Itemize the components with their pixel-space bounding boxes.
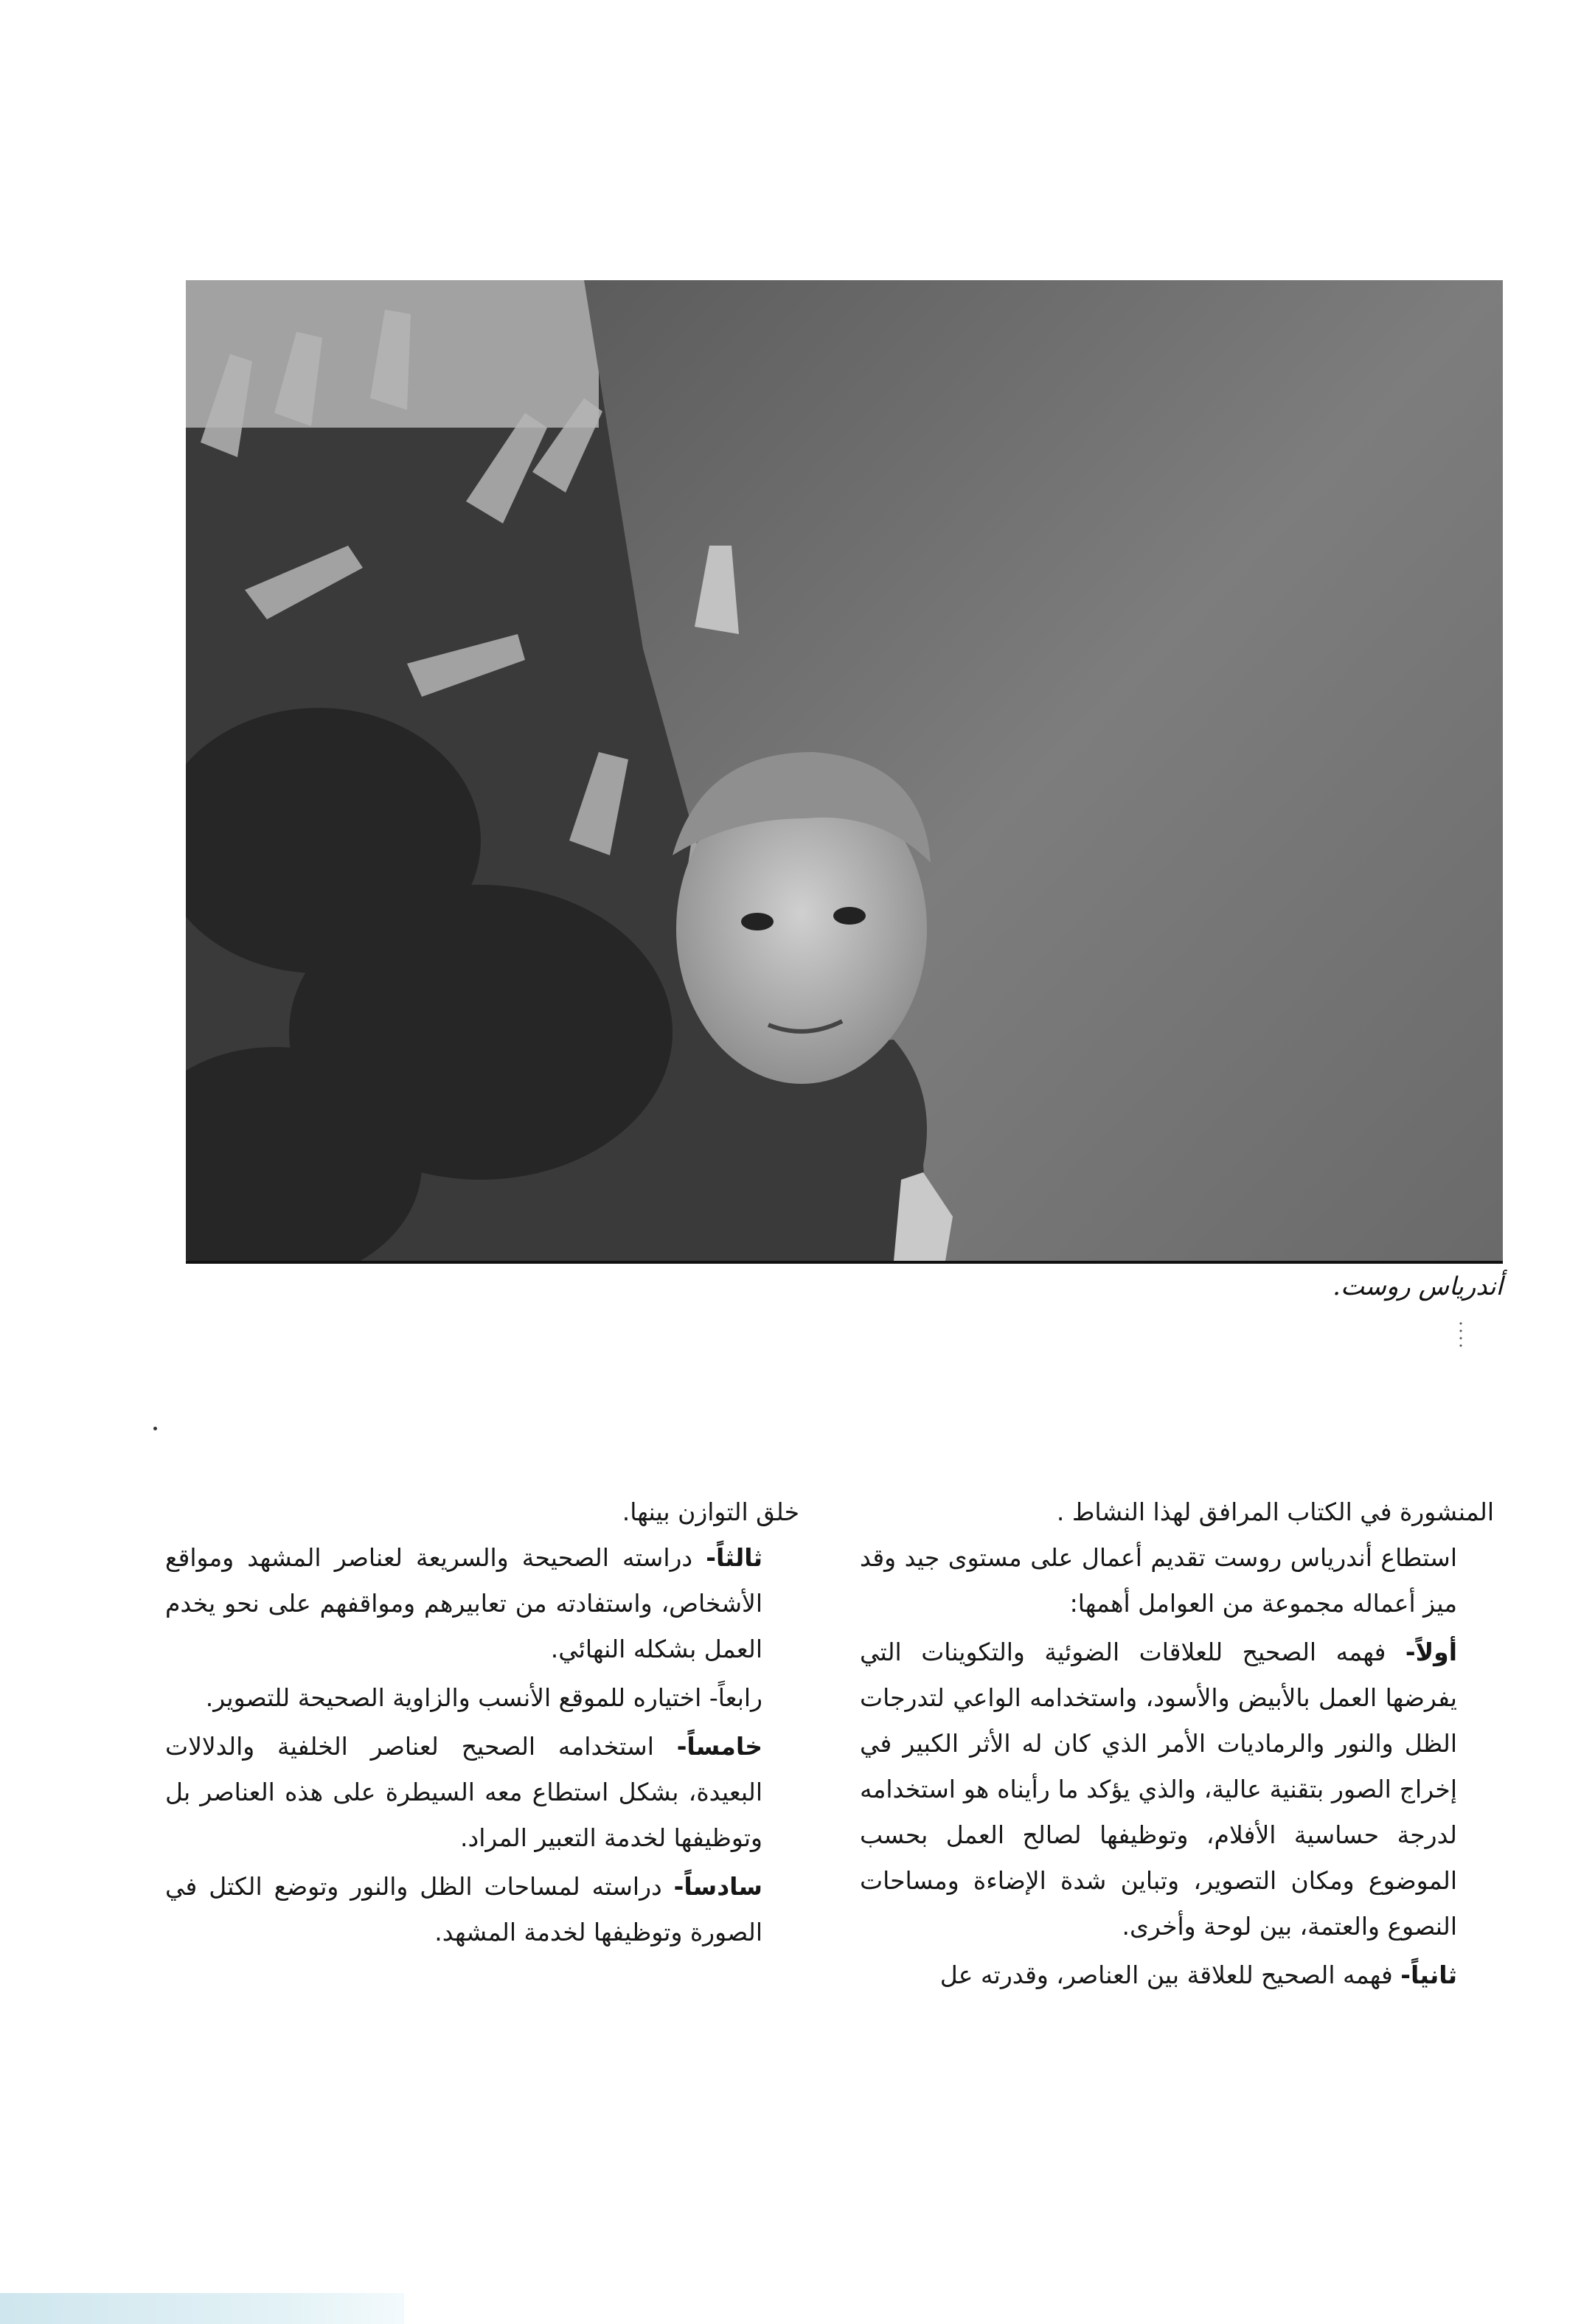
heading: خامساً-: [676, 1732, 762, 1761]
heading: سادساً-: [673, 1872, 762, 1901]
text-column-right: [860, 1489, 1494, 1998]
speck: [153, 1427, 157, 1430]
paragraph: [860, 1952, 1494, 1998]
paragraph: [165, 1535, 799, 1672]
photograph: [186, 280, 1503, 1264]
paragraph: خلق التوازن بينها.: [622, 1497, 799, 1526]
corner-color-strip: [0, 2293, 404, 2324]
heading: ثانياً-: [1400, 1961, 1457, 1989]
paragraph-text: دراسته الصحيحة والسريعة لعناصر المشهد ومواقع الأشخاص، واستفادته من تعابيرهم ومواقفهم على نحو يخدم العمل بشكله النهائي.: [165, 1543, 762, 1663]
paragraph: [165, 1864, 799, 1955]
heading: ثالثاً-: [706, 1543, 762, 1572]
paragraph-text: فهمه الصحيح للعلاقات الضوئية والتكوينات التي يفرضها العمل بالأبيض والأسود، واستخدامه الواعي لتدرجات الظل والنور والرماديات الأمر الذي كان له الأثر الكبير في إخراج الصور بتقنية عالية، والذي يؤكد ما رأيناه هو استخدامه لدرجة حساسية الأفلام، وتوظيفها لصالح العمل بحسب الموضوع ومكان التصوير، وتباين شدة الإضاءة ومساحات النصوع والعتمة، بين لوحة وأخرى.: [860, 1638, 1457, 1941]
photo-illustration: [186, 280, 1503, 1261]
paragraph: رابعاً- اختياره للموقع الأنسب والزاوية الصحيحة للتصوير.: [205, 1683, 762, 1712]
paragraph: [860, 1629, 1494, 1949]
paragraph: المنشورة في الكتاب المرافق لهذا النشاط .: [1056, 1497, 1494, 1526]
photo-caption: أندرياس روست.: [1332, 1272, 1503, 1301]
text-column-left: [165, 1489, 799, 1955]
boy-eye-right: [833, 907, 866, 925]
paragraph: [165, 1724, 799, 1861]
dotted-mark: [1459, 1320, 1462, 1349]
heading: أولاً-: [1405, 1638, 1457, 1666]
paragraph-text: فهمه الصحيح للعلاقة بين العناصر، وقدرته عل: [939, 1961, 1401, 1989]
boy-eye-left: [741, 913, 774, 930]
paragraph: استطاع أندرياس روست تقديم أعمال على مستوى جيد وقد ميز أعماله مجموعة من العوامل أهمها:: [860, 1543, 1457, 1618]
paragraph-text: دراسته لمساحات الظل والنور وتوضع الكتل في الصورة وتوظيفها لخدمة المشهد.: [165, 1872, 762, 1946]
paragraph-text: استخدامه الصحيح لعناصر الخلفية والدلالات البعيدة، بشكل استطاع معه السيطرة على هذه العناصر بل وتوظيفها لخدمة التعبير المراد.: [165, 1732, 762, 1852]
